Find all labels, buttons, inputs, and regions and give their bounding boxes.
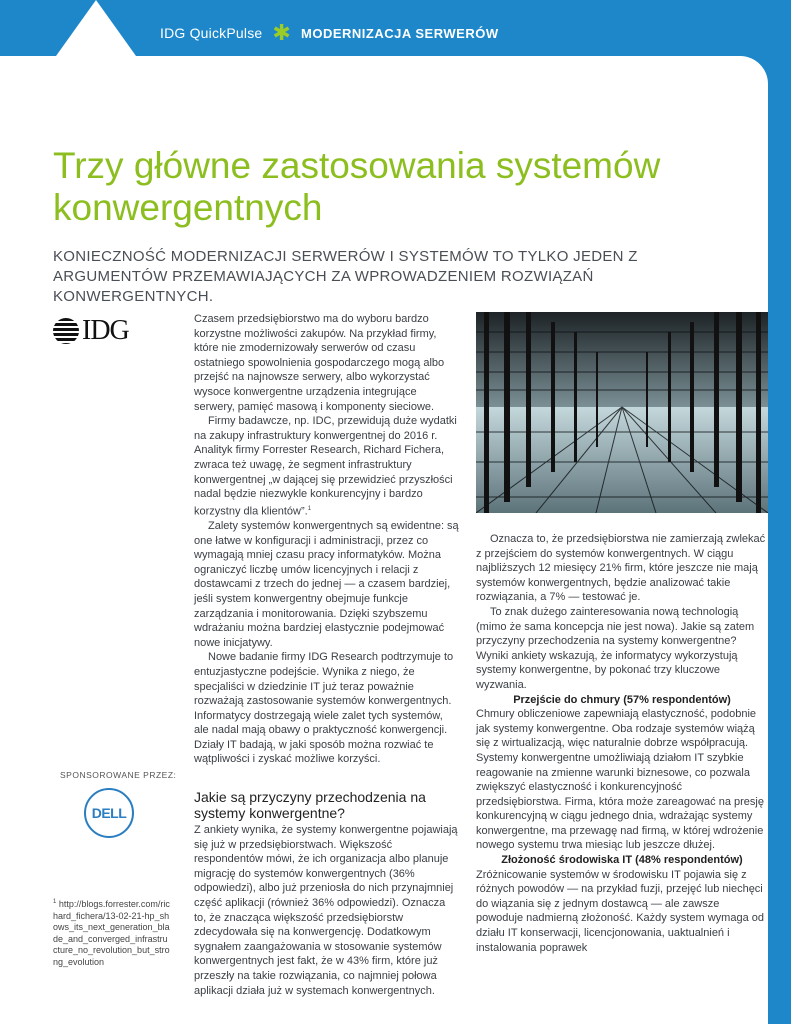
paragraph: To znak dużego zainteresowania nową technologią (mimo że sama koncepcja nie jest nowa). Jakie są zatem przyczyny przechodzenia na systemy konwergentne? Wyniki ankiety wskazują, że informatycy wykorzystują systemy konwergentne, by pokonać trzy kluczowe wyzwania. <box>476 605 755 691</box>
footnote-link[interactable]: http://blogs.forrester.com/richard_fichera/13-02-21-hp_shows_its_next_generation_blade_and_converged_infrastructure_no_revolution_but_strong_evolution <box>53 899 170 967</box>
footnote <box>53 897 171 968</box>
paragraph <box>194 414 460 519</box>
sponsor-label: SPONSOROWANE PRZEZ: <box>60 770 177 780</box>
idg-logo-text: IDG <box>82 315 129 346</box>
idg-globe-icon <box>53 318 79 344</box>
separator-icon: ✱ <box>272 20 292 45</box>
dell-logo-text: DELL <box>91 805 127 821</box>
dell-logo <box>84 788 134 838</box>
header-section: MODERNIZACJA SERWERÓW <box>301 25 499 41</box>
page-subtitle: KONIECZNOŚĆ MODERNIZACJI SERWERÓW I SYSTEMÓW TO TYLKO JEDEN Z ARGUMENTÓW PRZEMAWIAJĄCYCH ZA WPROWADZENIEM ROZWIĄZAŃ KONWERGENTNYCH. <box>53 248 638 305</box>
article-column-1 <box>194 312 460 998</box>
subsection-heading: Przejście do chmury (57% respondentów) <box>513 693 731 706</box>
paragraph: Chmury obliczeniowe zapewniają elastyczność, podobnie jak systemy konwergentne. Oba rodzaje systemów wiążą się z wirtualizacją, więc naturalnie dobrze współpracują. Systemy konwergentne umożliwiają działom IT szybkie reagowanie na zmienne warunki biznesowe, co pozwala zwiększyć elastyczność i konkurencyjność przedsiębiorstwa. Firma, która może zareagować na presję konkurencyjną w ciągu jednego dnia, wdrażając systemy konwergentne, ma przewagę nad firmą, w której wdrożenie nowego systemu trwa miesiąc lub jeszcze dłużej. <box>476 708 764 852</box>
paragraph-text: Firmy badawcze, np. IDC, przewidują duże wydatki na zakupy infrastruktury konwergentnej do 2016 r. Analityk firmy Forrester Research, Richard Fichera, zwraca też uwagę, że segment infrastruktury konwergentnej „w dającej się przewidzieć przyszłości nadal będzie niezwykle konkurencyjny i bardzo korzystny dla klientów”. <box>194 415 457 518</box>
datacenter-illustration <box>476 312 768 513</box>
header-brand: IDG QuickPulse <box>160 25 263 41</box>
paragraph: Oznacza to, że przedsiębiorstwa nie zamierzają zwlekać z przejściem do systemów konwergentnych. W ciągu najbliższych 12 miesięcy 21% firm, które jeszcze nie mają systemów konwergentnych, będzie analizować takie rozwiązania, a 7% — testować je. <box>476 533 766 604</box>
footnote-ref: 1 <box>307 505 312 512</box>
section-heading: Jakie są przyczyny przechodzenia na systemy konwergentne? <box>194 789 426 822</box>
datacenter-photo <box>476 312 768 513</box>
article-column-2 <box>476 532 768 955</box>
page-header <box>160 22 499 44</box>
subsection-heading: Złożoność środowiska IT (48% respondentów) <box>501 854 743 867</box>
page-title: Trzy główne zastosowania systemów konwergentnych <box>53 145 661 228</box>
footnote-mark: 1 <box>53 899 57 905</box>
paragraph: Nowe badanie firmy IDG Research podtrzymuje to entuzjastyczne podejście. Wynika z niego, że specjaliści w dziedzinie IT już teraz poważnie rozważają zastosowanie systemów konwergentnych. Informatycy dostrzegają wiele zalet tych systemów, ale nadal mają obawy o praktyczność konwergencji. Działy IT badają, w jaki sposób można rozwiać te wątpliwości i zyskać możliwe korzyści. <box>194 651 454 766</box>
paragraph: Zróżnicowanie systemów w środowisku IT pojawia się z różnych powodów — na przykład fuzji, przejęć lub niechęci do wiązania się z jednym dostawcą — ale zawsze powoduje nadmierną złożoność. Każdy system wymaga od działu IT konserwacji, licencjonowania, uaktualnień i instalowania poprawek <box>476 868 764 954</box>
idg-logo <box>53 315 151 346</box>
paragraph: Czasem przedsiębiorstwo ma do wyboru bardzo korzystne możliwości zakupów. Na przykład firmy, które nie zmodernizowały serwerów od czasu ostatniego spowolnienia gospodarczego mogą albo przejść na najnowsze serwery, albo wykorzystać wysoce konwergentne urządzenia integrujące serwery, pamięć masową i komponenty sieciowe. <box>194 313 445 413</box>
paragraph: Zalety systemów konwergentnych są ewidentne: są one łatwe w konfiguracji i administracji, przez co wymagają mniej czasu pracy informatyków. Można ograniczyć liczbę umów licencyjnych i relacji z dostawcami z trzech do jednej — a czasem bardziej, jeśli system konwergentny obejmuje funkcje zarządzania i monitorowania. Dzięki szybszemu wdrażaniu można bardziej elastycznie podejmować nowe inicjatywy. <box>194 519 459 649</box>
header-notch <box>56 0 136 56</box>
paragraph: Z ankiety wynika, że systemy konwergentne pojawiają się już w przedsiębiorstwach. Większość respondentów mówi, że ich organizacja albo planuje migrację do systemów konwergentnych (36% odpowiedzi), albo już przeniosła do nich przynajmniej część aplikacji (również 36% odpowiedzi). Oznacza to, że znacząca większość przedsiębiorstw zdecydowała się na konwergencję. Dodatkowym sygnałem zaangażowania w stosowanie systemów konwergentnych jest fakt, że w 43% firm, które już przeszły na takie rozwiązania, co najmniej połowa aplikacji działa już w systemach konwergentnych. <box>194 824 458 997</box>
